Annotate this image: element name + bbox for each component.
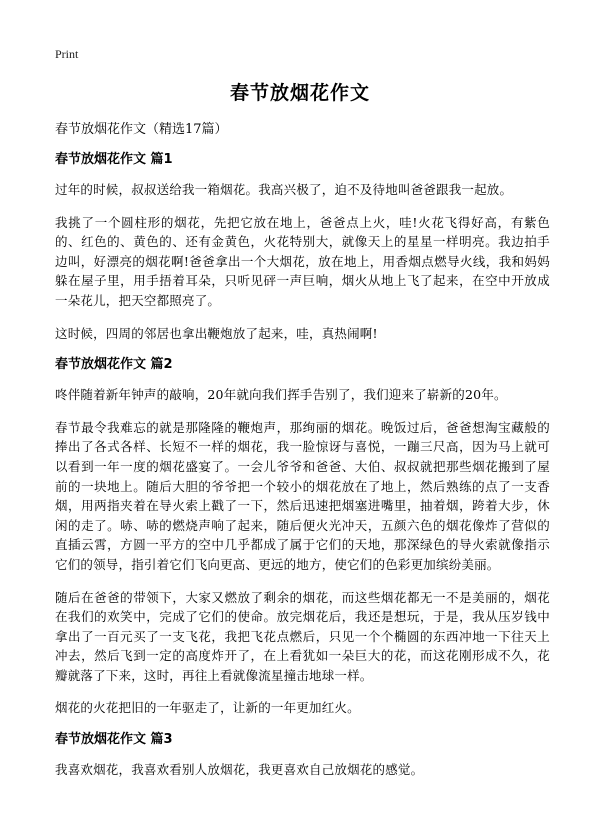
- section-1: [55, 151, 550, 343]
- paragraph: 随后在爸爸的带领下，大家又燃放了剩余的烟花，而这些烟花都无一不是美丽的，烟花在我们的欢笑中，完成了它们的使命。放完烟花后，我还是想玩，于是，我从压岁钱中拿出了一百元买了一支飞花，我把飞花点燃后，只见一个个椭圆的东西冲地一下往天上冲去，然后飞到一定的高度炸开了，在上看犹如一朵巨大的花，而这花刚形成不久，花瓣就落了下来，这时，再往上看就像流星撞击地球一样。: [55, 589, 550, 683]
- print-label: Print: [55, 47, 79, 61]
- section-heading: 春节放烟花作文 篇2: [55, 357, 173, 373]
- paragraph: 烟花的火花把旧的一年驱走了，让新的一年更加红火。: [55, 700, 360, 716]
- section-3: [55, 731, 550, 780]
- section-heading: 春节放烟花作文 篇1: [55, 152, 173, 167]
- paragraph: 春节最令我难忘的就是那隆隆的鞭炮声，那绚丽的烟花。晚饭过后，爸爸想淘宝藏般的捧出了各式各样、长短不一样的烟花，我一脸惊讶与喜悦，一蹦三尺高，因为马上就可以看到一年一度的烟花盛宴了。一会儿爷爷和爸爸、大伯、叔叔就把那些烟花搬到了屋前的一块地上。随后大胆的爷爷把一个较小的烟花放在了地上，然后熟练的点了一支香烟，用两指夹着在导火索上戳了一下，然后迅速把烟塞进嘴里，抽着烟，跨着大步，休闲的走了。哧、哧的燃烧声响了起来，随后便火光冲天，五颜六色的烟花像炸了营似的直插云霄，方圆一平方的空中几乎都成了属于它们的天地，那深绿色的导火索就像指示它们的领导，指引着它们飞向更高、更远的地方，使它们的色彩更加缤纷美丽。: [55, 419, 550, 572]
- document-subtitle: 春节放烟花作文（精选17篇）: [55, 122, 228, 137]
- section-2: [55, 356, 550, 718]
- document-title: 春节放烟花作文: [229, 82, 370, 104]
- document-body: [55, 121, 550, 793]
- paragraph: 过年的时候，叔叔送给我一箱烟花。我高兴极了，迫不及待地叫爸爸跟我一起放。: [55, 182, 513, 197]
- paragraph: 我喜欢烟花，我喜欢看别人放烟花，我更喜欢自己放烟花的感觉。: [55, 762, 424, 778]
- paragraph: 这时候，四周的邻居也拿出鞭炮放了起来，哇，真热闹啊!: [55, 325, 378, 341]
- paragraph: 我挑了一个圆柱形的烟花，先把它放在地上，爸爸点上火，哇!火花飞得好高，有紫色的、红色的、黄色的、还有金黄色，火花特别大，就像天上的星星一样明亮。我边拍手边叫，好漂亮的烟花啊!爸爸拿出一个大烟花，放在地上，用香烟点燃导火线，我和妈妈躲在屋子里，用手捂着耳朵，只听见砰一声巨响，烟火从地上飞了起来，在空中开放成一朵花儿，把天空都照亮了。: [55, 214, 550, 308]
- paragraph: 咚伴随着新年钟声的敲响，20年就向我们挥手告别了，我们迎来了崭新的20年。: [55, 387, 507, 403]
- section-heading: 春节放烟花作文 篇3: [55, 732, 173, 748]
